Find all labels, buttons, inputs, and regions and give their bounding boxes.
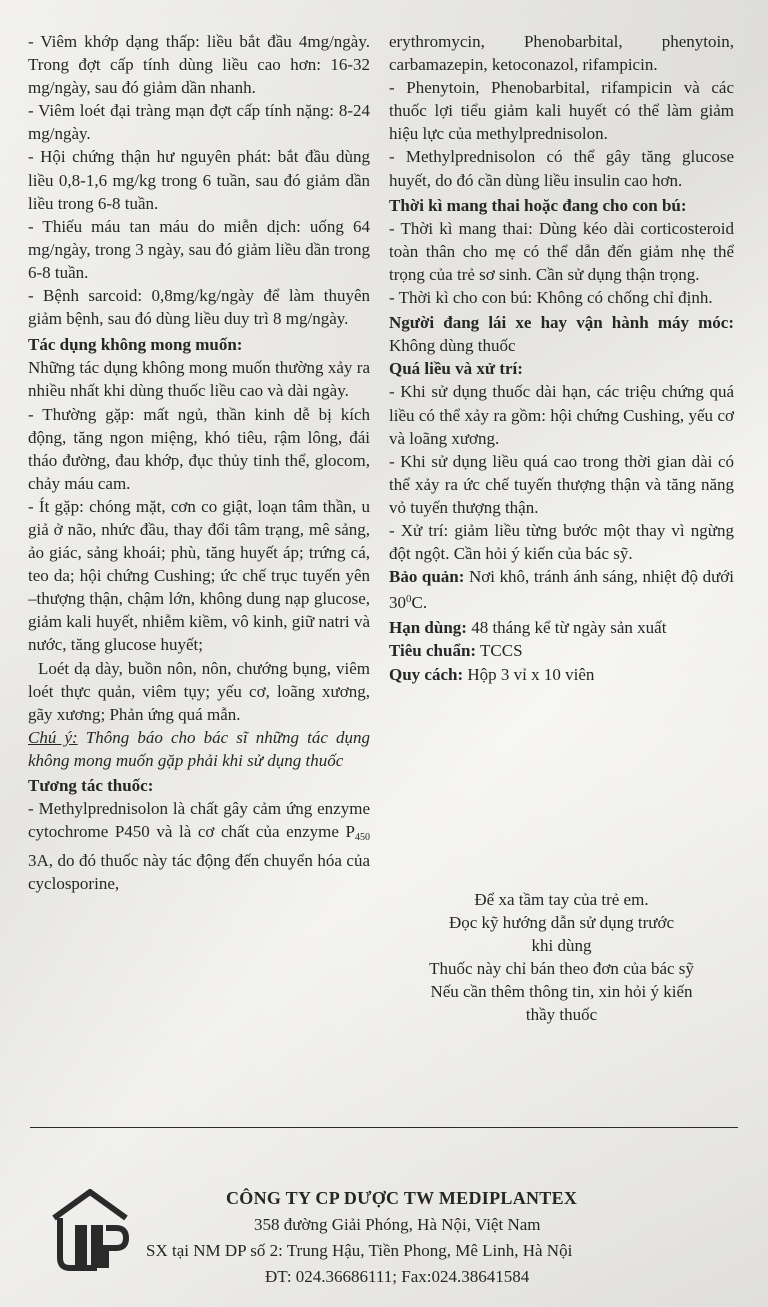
notice-line-3: khi dùng [531, 936, 592, 956]
storage-text: Nơi khô, tránh ánh sáng, nhiệt độ dưới 30 [389, 567, 734, 613]
company-factory: SX tại NM DP số 2: Trung Hậu, Tiền Phong, Mê Linh, Hà Nội [146, 1241, 573, 1260]
standard-label: Tiêu chuẩn: [389, 641, 477, 661]
pregnancy-text: - Thời kì mang thai: Dùng kéo dài corticosteroid toàn thân cho mẹ có thể dẫn đến giảm nhẹ thể trọng của trẻ sơ sinh. Cần sử dụng thận trọng. [389, 218, 734, 284]
side-effects-gastro: Loét dạ dày, buồn nôn, nôn, chướng bụng, viêm loét thực quản, viêm tụy; yếu cơ, loãng xương, gãy xương; Phản ứng quá mẫn. [28, 658, 370, 724]
side-effects-common: - Thường gặp: mất ngủ, thần kinh dễ bị kích động, tăng ngon miệng, khó tiêu, rậm lông, đái tháo đường, đau khớp, đục thủy tinh thể, glocom, chảy máu cam. [28, 404, 370, 493]
notice-line-4: Thuốc này chỉ bán theo đơn của bác sỹ [429, 959, 694, 979]
side-effects-intro: Những tác dụng không mong muốn thường xảy ra nhiều nhất khi dùng thuốc liều cao và dài ngày. [28, 358, 370, 401]
warning-notice [389, 888, 734, 1027]
pregnancy-heading: Thời kì mang thai hoặc đang cho con bú: [389, 195, 687, 215]
breastfeeding-text: - Thời kì cho con bú: Không có chống chỉ định. [389, 288, 713, 308]
right-column [389, 30, 734, 686]
note-label: Chú ý: [28, 727, 78, 747]
standard-section [389, 639, 734, 662]
interactions-continued: erythromycin, Phenobarbital, phenytoin, carbamazepin, ketoconazol, rifampicin. [389, 32, 734, 75]
company-address: 358 đường Giải Phóng, Hà Nội, Việt Nam [254, 1215, 541, 1234]
storage-label: Bảo quản: [389, 567, 465, 587]
overdose-heading: Quá liều và xử trí: [389, 359, 523, 379]
dosage-rheumatoid: - Viêm khớp dạng thấp: liều bắt đầu 4mg/ngày. Trong đợt cấp tính dùng liều cao hơn: 16-32 mg/ngày, sau đó giảm dần nhanh. [28, 32, 370, 98]
driving-section [389, 311, 734, 357]
side-effects-uncommon: - Ít gặp: chóng mặt, cơn co giật, loạn tâm thần, u giả ở não, nhức đầu, thay đổi tâm trạng, mê sảng, ảo giác, sảng khoái; phù, tăng huyết áp; trứng cá, teo da; hội chứng Cushing; ức chế trục tuyến yên –thượng thận, chậm lớn, không dung nạp glucose, giảm kali huyết, nhiễm kiềm, vô kinh, giữ natri và nước, tăng glucose huyết; [28, 496, 370, 655]
overdose-treatment: - Xử trí: giảm liều từng bước một thay vì ngừng đột ngột. Cần hỏi ý kiến của bác sỹ. [389, 520, 734, 564]
company-name: CÔNG TY CP DƯỢC TW MEDIPLANTEX [226, 1188, 578, 1208]
interactions-text-b: 3A, do đó thuốc này tác động đến chuyển hóa của cyclosporine, [28, 851, 370, 894]
left-column [28, 30, 370, 895]
interactions-heading: Tương tác thuốc: [28, 776, 154, 795]
interactions-subscript: 450 [355, 832, 370, 844]
notice-line-5: Nếu cần thêm thông tin, xin hỏi ý kiến [430, 982, 693, 1002]
interactions-text [28, 797, 370, 895]
dosage-nephrotic: - Hội chứng thận hư nguyên phát: bắt đầu dùng liều 0,8-1,6 mg/kg trong 6 tuần, sau đó giảm dần liều trong 6-8 tuần. [28, 147, 370, 213]
storage-degree: 0 [406, 593, 412, 606]
company-logo-icon [50, 1188, 130, 1272]
footer-divider [30, 1127, 738, 1128]
side-effects-heading: Tác dụng không mong muốn: [28, 335, 243, 355]
expiry-label: Hạn dùng: [389, 618, 467, 638]
packaging-section [389, 663, 734, 686]
packaging-text: Hộp 3 vỉ x 10 viên [463, 664, 595, 684]
notice-line-2: Đọc kỹ hướng dẫn sử dụng trước [448, 913, 675, 933]
expiry-text: 48 tháng kể từ ngày sản xuất [466, 618, 667, 638]
standard-text: TCCS [476, 641, 523, 661]
notice-line-6: thầy thuốc [525, 1005, 598, 1025]
driving-text: Không dùng thuốc [389, 336, 516, 356]
note-text: Thông báo cho bác sĩ những tác dụng không mong muốn gặp phải khi sử dụng thuốc [28, 727, 370, 770]
expiry-section [389, 616, 734, 639]
interactions-glucose: - Methylprednisolon có thể gây tăng glucose huyết, do đó cần dùng liều insulin cao hơn. [389, 147, 734, 190]
overdose-longterm: - Khi sử dụng thuốc dài hạn, các triệu chứng quá liều có thể xảy ra gồm: hội chứng Cushing, yếu cơ và loãng xương. [389, 382, 734, 448]
interactions-text-a: - Methylprednisolon là chất gây cảm ứng enzyme cytochrome P450 và là cơ chất của enzyme P [28, 799, 370, 842]
packaging-label: Quy cách: [389, 664, 464, 684]
dosage-sarcoid: - Bệnh sarcoid: 0,8mg/kg/ngày để làm thuyên giảm bệnh, sau đó dùng liều duy trì 8 mg/ngày. [28, 286, 370, 329]
dosage-colitis: - Viêm loét đại tràng mạn đợt cấp tính nặng: 8-24 mg/ngày. [28, 101, 370, 144]
notice-line-1: Để xa tầm tay của trẻ em. [474, 890, 649, 909]
driving-heading: Người đang lái xe hay vận hành máy móc: [389, 313, 734, 333]
overdose-highdose: - Khi sử dụng liều quá cao trong thời gian dài có thể xảy ra ức chế tuyến thượng thận và tăng năng vỏ tuyến thượng thận. [389, 451, 734, 517]
dosage-anemia: - Thiếu máu tan máu do miễn dịch: uống 64 mg/ngày, trong 3 ngày, sau đó giảm liều dần trong 6-8 tuần. [28, 216, 370, 282]
company-phone: ĐT: 024.36686111; Fax:024.38641584 [265, 1267, 530, 1286]
side-effects-note [28, 726, 370, 772]
storage-section [389, 565, 734, 614]
storage-unit: C. [411, 593, 428, 613]
interactions-diuretics: - Phenytoin, Phenobarbital, rifampicin và các thuốc lợi tiểu giảm kali huyết có thể làm giảm hiệu lực của methylprednisolon. [389, 78, 734, 144]
